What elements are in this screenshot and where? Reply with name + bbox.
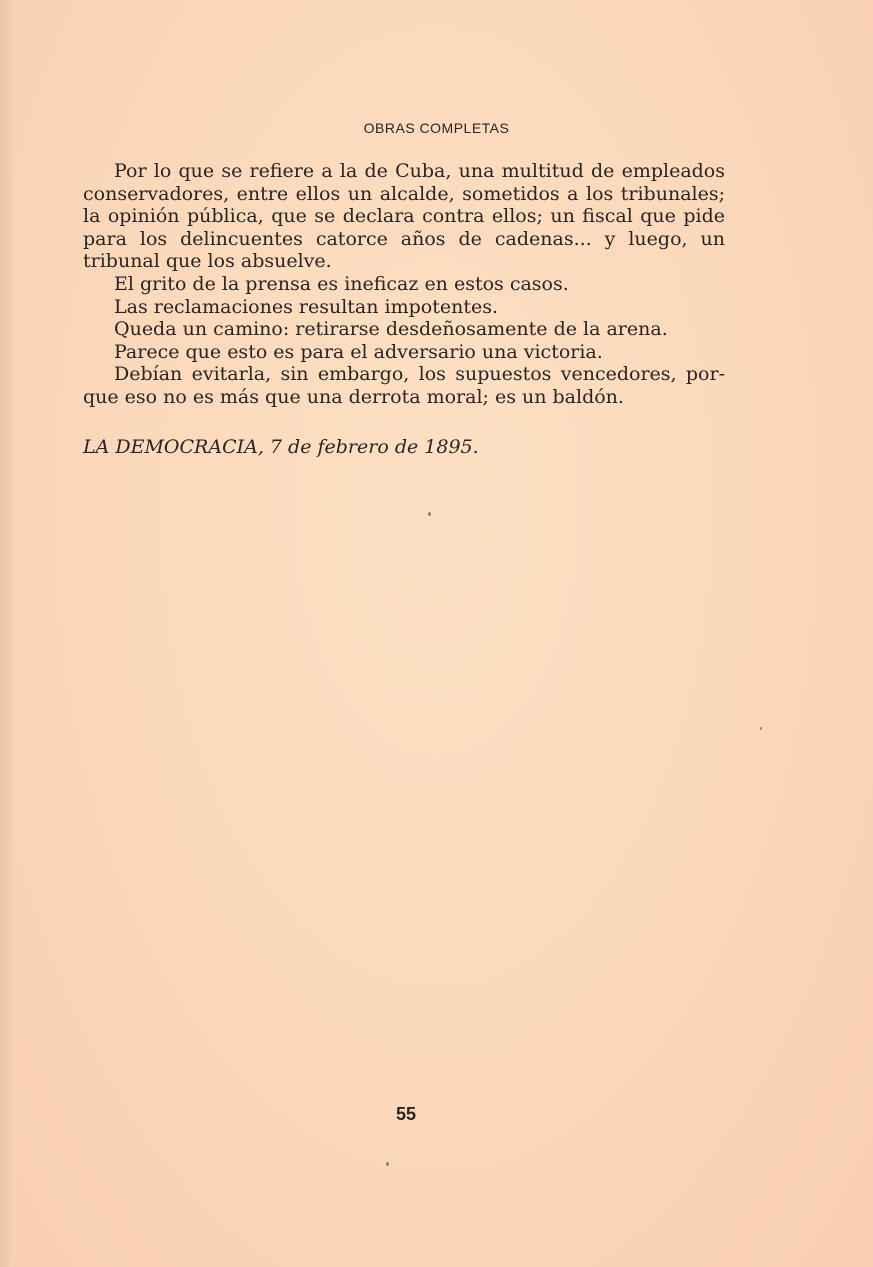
paragraph-cuba: Por lo que se refiere a la de Cuba, una multitud de empleados conservadores, entre ellos un alcalde, sometidos a los tribunales; la opinión pública, que se declara contra ellos; un fiscal que pide para los delincuentes catorce años de cadenas... y luego, un tribunal que los absuelve.	[83, 160, 725, 273]
running-head: OBRAS COMPLETAS	[363, 120, 510, 136]
paper-speck	[760, 727, 762, 730]
source-citation: LA DEMOCRACIA, 7 de febrero de 1895.	[83, 436, 479, 458]
paper-speck	[386, 1162, 389, 1166]
page-edge-shadow	[0, 0, 14, 1267]
paragraph-derrota: Debían evitarla, sin embargo, los supuestos vencedores, porque eso no es más que una derrota moral; es un baldón.	[83, 363, 725, 408]
paragraph-prensa: El grito de la prensa es ineficaz en estos casos.	[114, 272, 569, 295]
page-number: 55	[395, 1104, 417, 1124]
paragraph-camino: Queda un camino: retirarse desdeñosamente de la arena.	[114, 318, 668, 341]
paragraph-reclamaciones: Las reclamaciones resultan impotentes.	[114, 295, 498, 318]
paragraph-victoria: Parece que esto es para el adversario una victoria.	[114, 340, 603, 363]
paper-speck	[428, 512, 431, 516]
body-text	[83, 160, 725, 409]
